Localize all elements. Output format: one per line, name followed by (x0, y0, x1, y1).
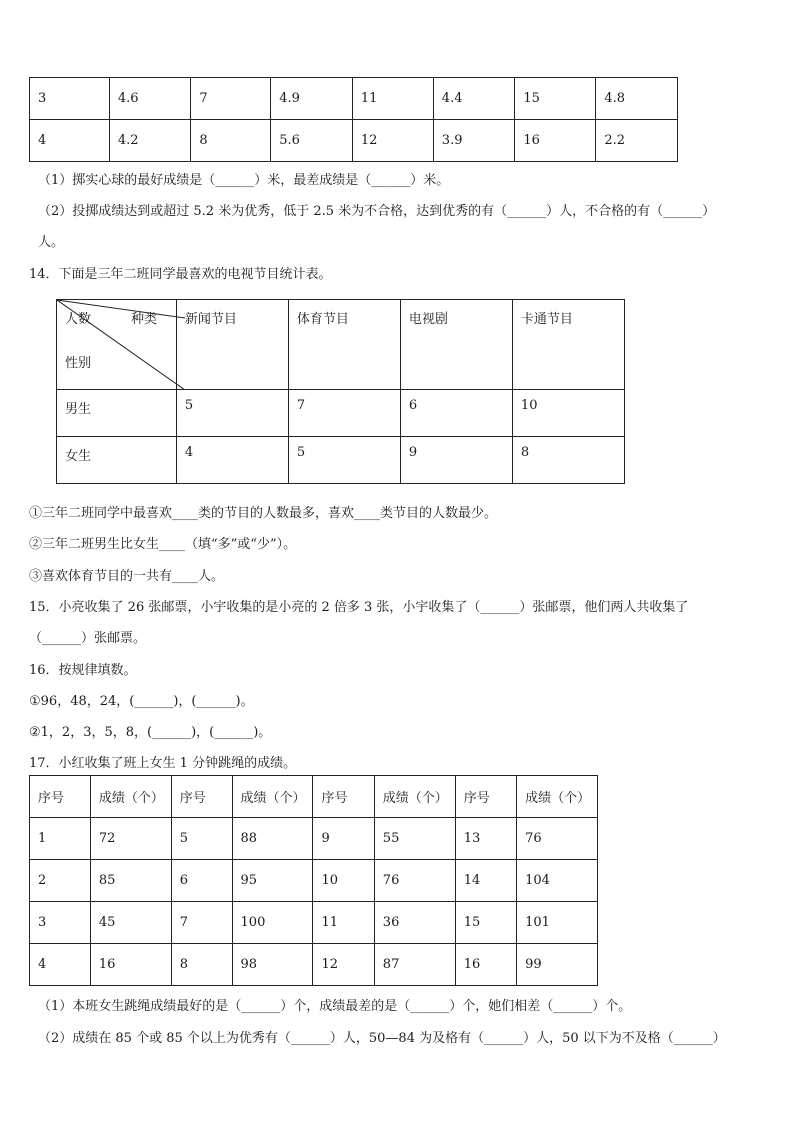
table-cell: 4.9 (271, 78, 353, 120)
table-cell: 95 (232, 860, 313, 902)
q16-sub2: ②1，2，3，5，8，(______)，(______)。 (29, 725, 272, 740)
table-cell: 6 (400, 390, 512, 437)
q13-part2-end: 人。 (38, 235, 65, 250)
table-cell: 8 (512, 437, 624, 484)
table-row (30, 902, 598, 944)
table-cell: 72 (90, 818, 171, 860)
diag-label-category: 种类 (131, 312, 158, 327)
column-header: 体育节目 (288, 300, 400, 390)
q17-part2: （2）成绩在 85 个或 85 个以上为优秀有（______）人，50—84 为及格有（______）人，50 以下为不及格（______） (38, 1031, 726, 1046)
table-cell: 13 (455, 818, 516, 860)
q14-sub1: ①三年二班同学中最喜欢____类的节目的人数最多，喜欢____类节目的人数最少。 (29, 506, 498, 521)
table-cell: 3 (30, 902, 91, 944)
table-row (30, 860, 598, 902)
table-cell: 16 (455, 944, 516, 986)
table-cell: 99 (517, 944, 598, 986)
q17-part1: （1）本班女生跳绳成绩最好的是（______）个，成绩最差的是（______）个，她们相差（______）个。 (38, 999, 632, 1014)
table-row (57, 437, 625, 484)
q14-sub3: ③喜欢体育节目的一共有____人。 (29, 569, 225, 584)
diag-label-gender: 性别 (65, 356, 92, 371)
table-row (57, 390, 625, 437)
q17-title: 17．小红收集了班上女生 1 分钟跳绳的成绩。 (29, 756, 297, 771)
q14-sub2: ②三年二班男生比女生____（填“多”或“少”）。 (29, 537, 297, 552)
table-cell: 10 (313, 860, 374, 902)
table-cell: 8 (171, 944, 232, 986)
row-label: 女生 (57, 437, 177, 484)
table-cell: 4 (176, 437, 288, 484)
table-cell: 76 (374, 860, 455, 902)
table-cell: 5 (171, 818, 232, 860)
diag-label-count: 人数 (65, 312, 92, 327)
table-cell: 12 (313, 944, 374, 986)
table-cell: 101 (517, 902, 598, 944)
table-cell: 12 (352, 120, 433, 162)
table-cell: 4 (30, 944, 91, 986)
table-row (30, 944, 598, 986)
column-header: 序号 (30, 776, 91, 818)
table-cell: 2 (30, 860, 91, 902)
table-cell: 15 (455, 902, 516, 944)
table-cell: 4 (30, 120, 110, 162)
table-cell: 36 (374, 902, 455, 944)
table-cell: 14 (455, 860, 516, 902)
table-cell: 4.2 (109, 120, 191, 162)
diagonal-header-cell (57, 300, 177, 390)
table-cell: 7 (191, 78, 271, 120)
table-cell: 4.8 (596, 78, 678, 120)
table-cell: 85 (90, 860, 171, 902)
tv-program-table (56, 299, 625, 484)
table-cell: 1 (30, 818, 91, 860)
table-cell: 45 (90, 902, 171, 944)
table-cell: 9 (313, 818, 374, 860)
table-cell: 7 (288, 390, 400, 437)
row-label: 男生 (57, 390, 177, 437)
jump-rope-score-table (29, 775, 598, 986)
table-cell: 4.6 (109, 78, 191, 120)
table-cell: 11 (313, 902, 374, 944)
table-header-row (30, 776, 598, 818)
table-cell: 10 (512, 390, 624, 437)
column-header: 成绩（个） (374, 776, 455, 818)
table-cell: 2.2 (596, 120, 678, 162)
table-row (30, 78, 678, 120)
table-cell: 76 (517, 818, 598, 860)
table-cell: 16 (515, 120, 596, 162)
table-cell: 8 (191, 120, 271, 162)
column-header: 序号 (313, 776, 374, 818)
column-header: 电视剧 (400, 300, 512, 390)
table-cell: 5.6 (271, 120, 353, 162)
column-header: 序号 (171, 776, 232, 818)
table-cell: 55 (374, 818, 455, 860)
q13-part1: （1）掷实心球的最好成绩是（______）米，最差成绩是（______）米。 (38, 173, 450, 188)
table-cell: 87 (374, 944, 455, 986)
column-header: 序号 (455, 776, 516, 818)
q13-part2: （2）投掷成绩达到或超过 5.2 米为优秀，低于 2.5 米为不合格，达到优秀的有（______）人，不合格的有（______） (38, 204, 716, 219)
table-cell: 98 (232, 944, 313, 986)
column-header: 成绩（个） (232, 776, 313, 818)
column-header: 成绩（个） (517, 776, 598, 818)
q15-line1: 15．小亮收集了 26 张邮票，小宇收集的是小亮的 2 倍多 3 张，小宇收集了（______）张邮票，他们两人共收集了 (29, 600, 689, 615)
table-cell: 7 (171, 902, 232, 944)
table-header-row (57, 300, 625, 390)
table-cell: 3.9 (433, 120, 515, 162)
table-cell: 5 (176, 390, 288, 437)
table-cell: 4.4 (433, 78, 515, 120)
q14-title: 14．下面是三年二班同学最喜欢的电视节目统计表。 (29, 267, 332, 282)
q15-line2: （______）张邮票。 (29, 631, 147, 646)
table-cell: 9 (400, 437, 512, 484)
table-cell: 3 (30, 78, 110, 120)
table-cell: 16 (90, 944, 171, 986)
column-header: 卡通节目 (512, 300, 624, 390)
table-cell: 104 (517, 860, 598, 902)
shot-put-score-table (29, 77, 678, 162)
column-header: 成绩（个） (90, 776, 171, 818)
table-cell: 100 (232, 902, 313, 944)
table-cell: 88 (232, 818, 313, 860)
table-row (30, 818, 598, 860)
table-cell: 6 (171, 860, 232, 902)
table-cell: 15 (515, 78, 596, 120)
table-cell: 5 (288, 437, 400, 484)
q16-sub1: ①96，48，24，(______)，(______)。 (29, 694, 254, 709)
column-header: 新闻节目 (176, 300, 288, 390)
table-row (30, 120, 678, 162)
q16-title: 16．按规律填数。 (29, 663, 137, 678)
table-cell: 11 (352, 78, 433, 120)
